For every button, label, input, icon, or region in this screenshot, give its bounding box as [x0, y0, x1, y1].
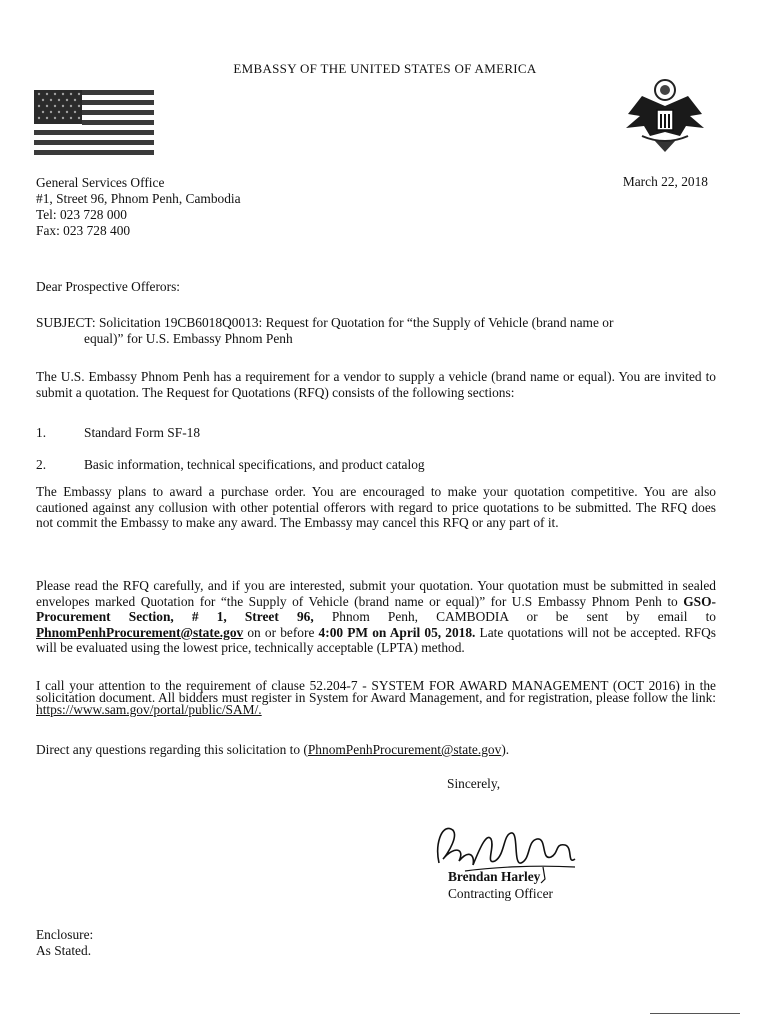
us-flag-image: [34, 90, 154, 158]
paragraph-award: The Embassy plans to award a purchase order. You are encouraged to make your quotation competitive. You are also cautioned against any collusion with other potential offerors with regard to price quotations to be submitted. The RFQ does not commit the Embassy to make any award. The Embassy may cancel this RFQ or any part of it.: [36, 484, 716, 530]
sam-text: I call your attention to the requirement of clause 52.204-7 - SYSTEM FOR AWARD MANAGEMENT (OCT 2016) in the solicitation document. All bidders must register in System for Award Management, and for registration, please follow the link:: [36, 678, 716, 705]
signer-name: Brendan Harley: [448, 869, 541, 884]
submission-deadline: 4:00 PM on April 05, 2018.: [318, 624, 476, 640]
procurement-email-link[interactable]: PhnomPenhProcurement@state.gov: [36, 624, 244, 640]
list-text: Basic information, technical specifications, and product catalog: [84, 457, 425, 472]
subject-line-2: equal)” for U.S. Embassy Phnom Penh: [84, 330, 293, 346]
sender-address: [36, 175, 241, 239]
list-item: [36, 425, 200, 441]
address-line: #1, Street 96, Phnom Penh, Cambodia: [36, 191, 241, 206]
paragraph-questions: [36, 742, 716, 758]
list-item: [36, 457, 425, 473]
questions-text: Direct any questions regarding this solicitation to (: [36, 742, 308, 757]
paragraph-submission: [36, 578, 716, 656]
list-number: 2.: [36, 457, 47, 472]
questions-end: ).: [501, 742, 510, 757]
enclosure-label: Enclosure:: [36, 927, 94, 942]
address-line: General Services Office: [36, 175, 165, 190]
paragraph-intro: The U.S. Embassy Phnom Penh has a requirement for a vendor to supply a vehicle (brand name or equal). You are invited to submit a quotation. The Request for Quotations (RFQ) consists of the following sections:: [36, 369, 716, 400]
sam-link[interactable]: https://www.sam.gov/portal/public/SAM/.: [36, 702, 262, 717]
submission-text: on or before: [243, 624, 319, 640]
letterhead-title: EMBASSY OF THE UNITED STATES OF AMERICA: [233, 61, 537, 76]
list-number: 1.: [36, 425, 47, 440]
salutation: Dear Prospective Offerors:: [36, 279, 181, 294]
submission-text: Phnom Penh, CAMBODIA or be sent by email to: [313, 609, 716, 624]
great-seal-image: [620, 76, 710, 156]
footer-rule: [650, 1013, 740, 1014]
list-text: Standard Form SF-18: [84, 425, 201, 440]
subject: [36, 315, 726, 346]
submission-text: Late quotations will not be accepted. RFQs will be evaluated using the lowest price, technically acceptable (LPTA) method.: [36, 624, 717, 655]
submission-text: Please read the RFQ carefully, and if you are interested, submit your quotation. Your quotation must be submitted in sealed envelopes marked Quotation for “the Supply of Vehicle (brand name or equal)” for U.S Embassy Phnom Penh to: [36, 578, 716, 609]
closing: Sincerely,: [447, 776, 501, 791]
subject-line-1: SUBJECT: Solicitation 19CB6018Q0013: Request for Quotation for “the Supply of Vehicle (brand name or: [36, 315, 614, 330]
address-line: Tel: 023 728 000: [36, 207, 127, 222]
address-line: Fax: 023 728 400: [36, 223, 131, 238]
paragraph-sam: [36, 680, 716, 716]
letter-date: March 22, 2018: [622, 174, 708, 189]
signer-title: Contracting Officer: [448, 886, 553, 901]
submission-address: GSO-Procurement Section, # 1, Street 96,: [36, 593, 716, 624]
enclosure-value: As Stated.: [36, 943, 92, 958]
questions-email-link[interactable]: PhnomPenhProcurement@state.gov: [307, 742, 502, 757]
